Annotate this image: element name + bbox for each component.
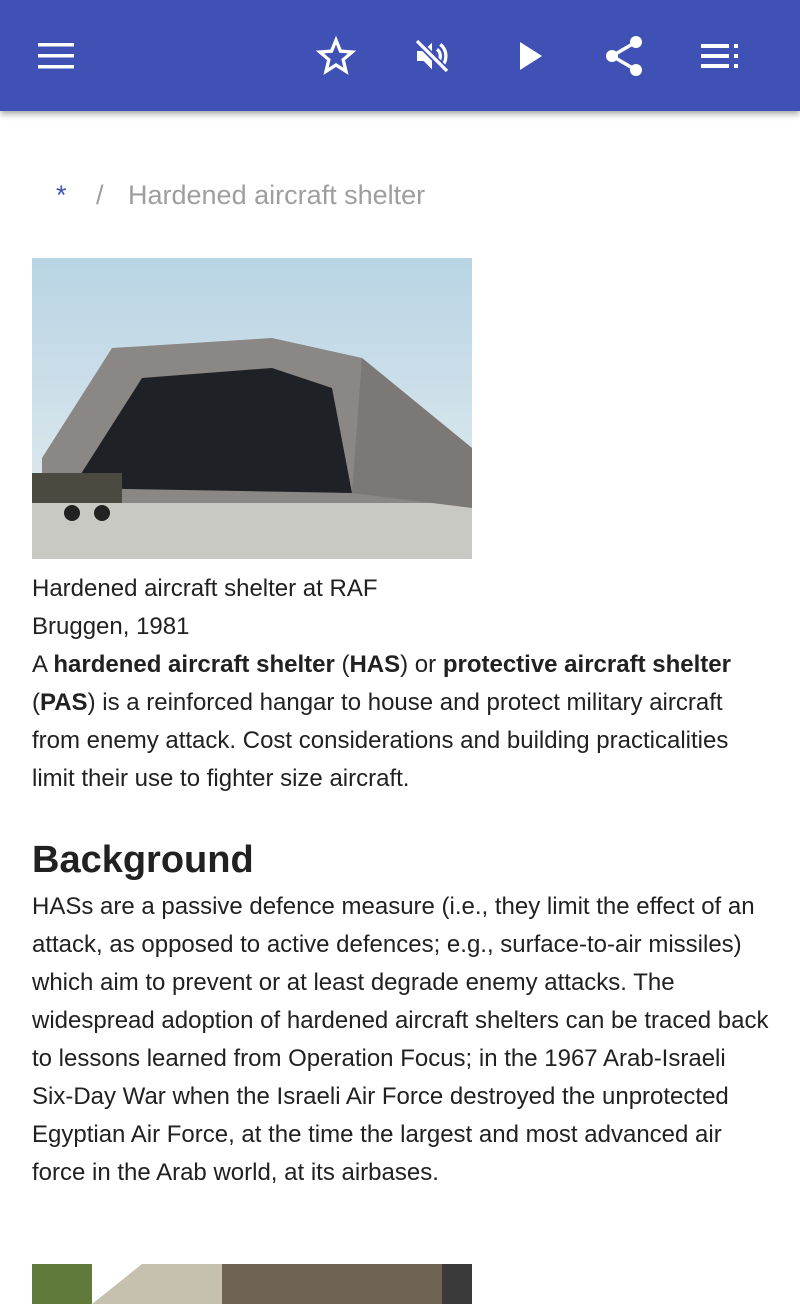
breadcrumb-home[interactable]: * [56, 180, 67, 210]
menu-icon[interactable] [32, 32, 80, 80]
intro-paragraph: A hardened aircraft shelter (HAS) or protective aircraft shelter (PAS) is a reinforced hangar to house and protect military aircraft from enemy attack. Cost considerations and building practicalities limit their use to fighter size aircraft. [32, 651, 731, 792]
second-photo[interactable] [32, 1264, 472, 1304]
caption-line: Bruggen, 1981 [32, 613, 190, 640]
breadcrumb-current: Hardened aircraft shelter [128, 180, 426, 210]
section-paragraph: HASs are a passive defence measure (i.e., they limit the effect of an attack, as opposed to active defences; e.g., surface-to-air missiles) which aim to prevent or at least degrade enemy attacks. The widespread adoption of hardened aircraft shelters can be traced back to lessons learned from Operation Focus; in the 1967 Arab-Israeli Six-Day War when the Israeli Air Force destroyed the unprotected Egyptian Air Force, at the time the largest and most advanced air force in the Arab world, at its airbases. [32, 893, 769, 1186]
play-icon[interactable] [506, 32, 554, 80]
breadcrumb-separator: / [96, 180, 104, 210]
caption-line: Hardened aircraft shelter at RAF [32, 575, 378, 602]
volume-off-icon[interactable] [408, 32, 456, 80]
hangar-photo[interactable] [32, 258, 472, 559]
playlist-icon[interactable] [696, 32, 744, 80]
breadcrumb [56, 180, 425, 211]
figure-caption [32, 570, 452, 646]
share-icon[interactable] [600, 32, 648, 80]
section-heading: Background [32, 839, 254, 881]
app-toolbar [0, 0, 800, 111]
star-outline-icon[interactable] [312, 32, 360, 80]
